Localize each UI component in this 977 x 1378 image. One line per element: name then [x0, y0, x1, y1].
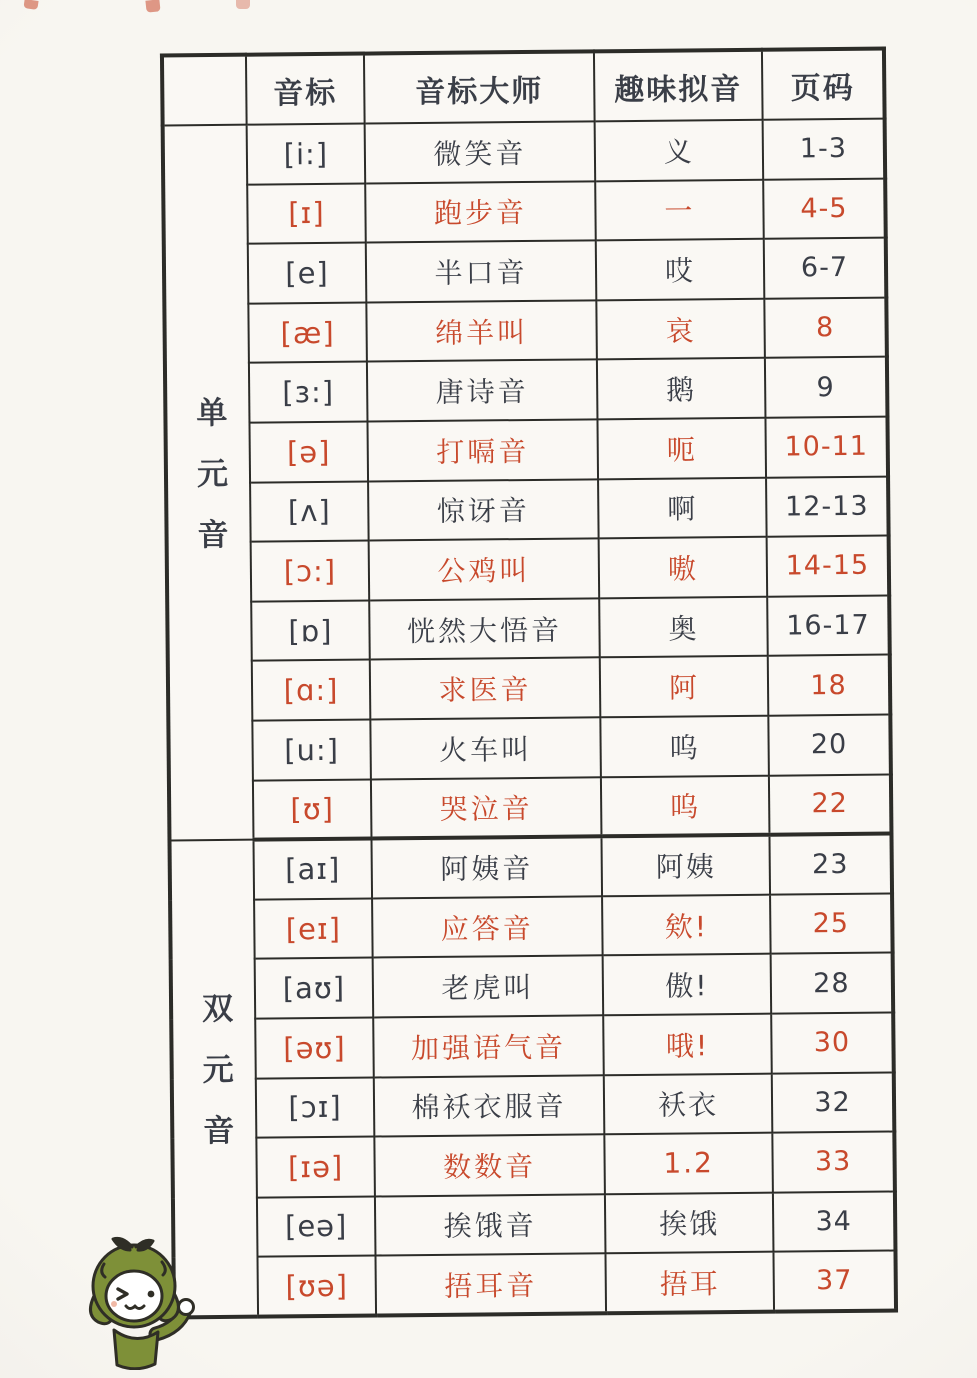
phonetic-symbol-cell: [e]: [248, 243, 367, 304]
sound-cell: 鹅: [597, 358, 766, 419]
page-number-cell: 30: [771, 1012, 894, 1073]
phonetic-symbol-cell: [ɒ]: [251, 600, 370, 661]
table-row: [167, 595, 890, 662]
table-row: [169, 774, 892, 841]
sound-cell: 呜: [601, 775, 770, 836]
page-number-cell: 10-11: [765, 417, 888, 478]
page-number-cell: 22: [769, 774, 892, 835]
table-row: [166, 476, 889, 543]
phonetic-symbol-cell: [i:]: [247, 124, 366, 185]
page-number-cell: 33: [772, 1132, 895, 1193]
sound-cell: 啊: [598, 477, 767, 538]
sound-cell: 阿: [600, 656, 769, 717]
phonetic-symbol-cell: [ʊə]: [257, 1256, 376, 1317]
table-row: [173, 1191, 896, 1258]
group-label: 单元音: [163, 125, 254, 841]
phonetic-symbol-cell: [eə]: [257, 1196, 376, 1257]
scan-artifact: [23, 0, 38, 10]
page-number-cell: 20: [768, 714, 891, 775]
master-name-cell: 微笑音: [365, 121, 596, 183]
master-name-cell: 哭泣音: [371, 777, 602, 839]
phonetic-symbol-cell: [aɪ]: [253, 839, 372, 900]
sound-cell: 傲!: [603, 954, 772, 1015]
phonetic-symbol-cell: [ɜ:]: [249, 362, 368, 423]
phonetic-symbol-cell: [u:]: [252, 719, 371, 780]
phonetic-symbol-cell: [əʊ]: [255, 1017, 374, 1078]
table-row: [172, 1072, 895, 1139]
phonetic-symbol-cell: [ɪ]: [247, 183, 366, 244]
phonetic-symbol-cell: [ɑ:]: [252, 660, 371, 721]
sound-cell: 阿姨: [601, 835, 770, 896]
table-row: [168, 714, 891, 781]
phonetic-symbol-cell: [ɔ:]: [251, 541, 370, 602]
table-row: [171, 1012, 894, 1079]
phonetic-symbol-cell: [ə]: [249, 422, 368, 483]
phonetic-symbol-cell: [eɪ]: [254, 898, 373, 959]
sound-cell: 呜: [600, 716, 769, 777]
corner-cell: [162, 55, 247, 126]
phonetics-table: [160, 47, 898, 1320]
master-name-cell: 阿姨音: [371, 836, 602, 898]
sound-cell: 义: [595, 120, 764, 181]
table-row: [169, 834, 892, 901]
sound-cell: 捂耳: [605, 1252, 774, 1313]
page-number-cell: 8: [764, 297, 887, 358]
table-row: [171, 953, 894, 1020]
header-row: [162, 49, 885, 126]
sound-cell: 奥: [599, 596, 768, 657]
sound-cell: 哎: [596, 239, 765, 300]
sound-cell: 袄衣: [604, 1073, 773, 1134]
page-number-cell: 9: [765, 357, 888, 418]
page-number-cell: 16-17: [767, 595, 890, 656]
page-number-cell: 14-15: [767, 536, 890, 597]
header-sound: 趣味拟音: [594, 50, 763, 122]
page-number-cell: 12-13: [766, 476, 889, 537]
page-number-cell: 18: [768, 655, 891, 716]
page-number-cell: 28: [771, 953, 894, 1014]
phonetic-symbol-cell: [ɔɪ]: [256, 1077, 375, 1138]
table-row: [174, 1251, 897, 1318]
page-number-cell: 23: [769, 834, 892, 895]
master-name-cell: 恍然大悟音: [369, 598, 600, 660]
sound-cell: 嗷: [599, 537, 768, 598]
master-name-cell: 老虎叫: [373, 956, 604, 1018]
scan-artifact: [236, 0, 250, 9]
table-row: [170, 893, 893, 960]
header-pages: 页码: [762, 49, 885, 120]
master-name-cell: 跑步音: [365, 181, 596, 243]
mascot-green-hood-dog: [74, 1234, 206, 1370]
table-row: [165, 417, 888, 484]
table-row: [172, 1132, 895, 1199]
master-name-cell: 加强语气音: [373, 1015, 604, 1077]
master-name-cell: 公鸡叫: [369, 538, 600, 600]
master-name-cell: 求医音: [370, 658, 601, 720]
master-name-cell: 唐诗音: [367, 360, 598, 422]
master-name-cell: 半口音: [366, 241, 597, 303]
master-name-cell: 打嗝音: [367, 419, 598, 481]
page-number-cell: 37: [773, 1251, 896, 1312]
header-symbol: 音标: [246, 54, 365, 125]
sound-cell: 一: [595, 179, 764, 240]
sound-cell: 呃: [597, 418, 766, 479]
master-name-cell: 应答音: [372, 896, 603, 958]
phonetic-symbol-cell: [ʌ]: [250, 481, 369, 542]
master-name-cell: 捂耳音: [375, 1254, 606, 1316]
table-row: [163, 119, 886, 186]
table-row: [164, 238, 887, 305]
phonetic-symbol-cell: [ʊ]: [253, 779, 372, 840]
sound-cell: 1.2: [604, 1133, 773, 1194]
header-master: 音标大师: [364, 51, 595, 123]
sound-cell: 哦!: [603, 1014, 772, 1075]
master-name-cell: 棉袄衣服音: [374, 1075, 605, 1137]
phonetic-symbol-cell: [aʊ]: [255, 958, 374, 1019]
sound-cell: 哀: [596, 299, 765, 360]
sound-cell: 欸!: [602, 894, 771, 955]
table-row: [167, 536, 890, 603]
page-number-cell: 1-3: [763, 119, 886, 180]
page-number-cell: 32: [772, 1072, 895, 1133]
page-number-cell: 6-7: [764, 238, 887, 299]
table-row: [164, 297, 887, 364]
master-name-cell: 数数音: [374, 1134, 605, 1196]
page-number-cell: 25: [770, 893, 893, 954]
table-row: [165, 357, 888, 424]
phonetic-symbol-cell: [ɪə]: [256, 1137, 375, 1198]
master-name-cell: 火车叫: [370, 717, 601, 779]
sound-cell: 挨饿: [605, 1192, 774, 1253]
master-name-cell: 惊讶音: [368, 479, 599, 541]
phonetics-table-wrap: [160, 47, 898, 1320]
page-number-cell: 34: [773, 1191, 896, 1252]
phonetic-symbol-cell: [æ]: [248, 302, 367, 363]
table-body: [163, 119, 896, 1318]
table-row: [168, 655, 891, 722]
master-name-cell: 挨饿音: [375, 1194, 606, 1256]
page-number-cell: 4-5: [763, 178, 886, 239]
scan-artifact: [145, 0, 160, 13]
master-name-cell: 绵羊叫: [366, 300, 597, 362]
group-label: 双元音: [169, 840, 258, 1318]
table-row: [163, 178, 886, 245]
